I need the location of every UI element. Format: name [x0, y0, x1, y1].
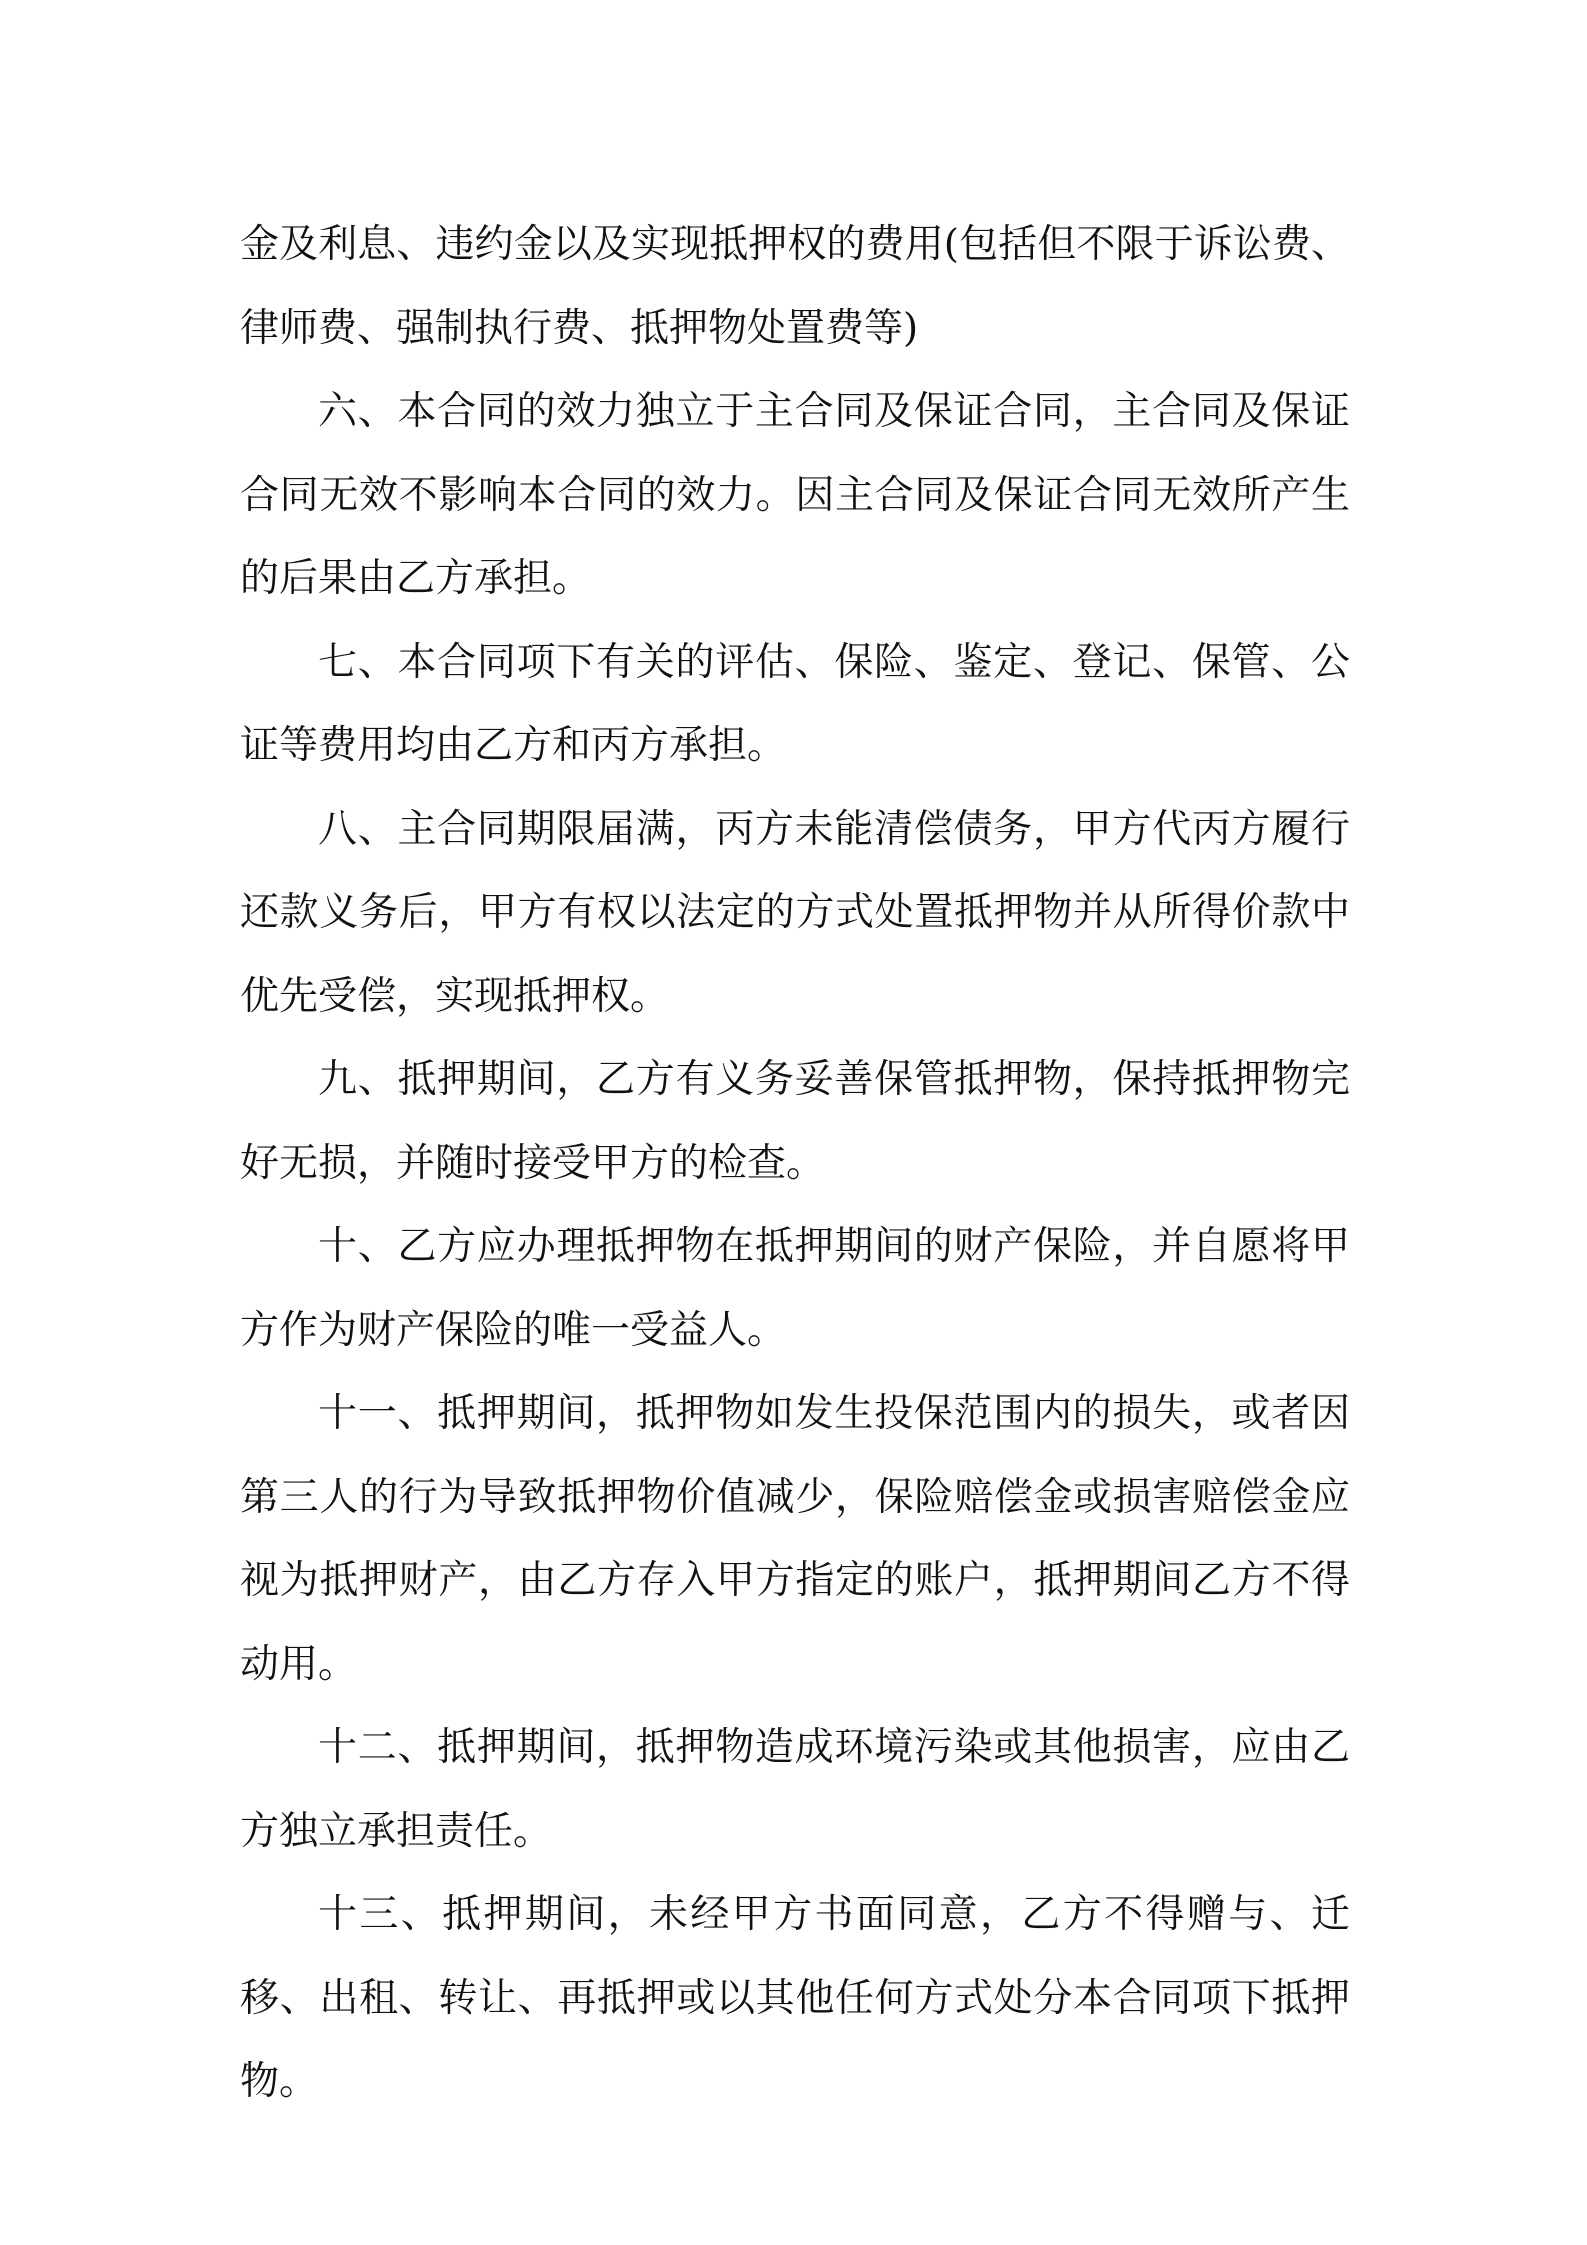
document-body	[240, 203, 1350, 2124]
paragraph-clause-9: 九、抵押期间，乙方有义务妥善保管抵押物，保持抵押物完好无损，并随时接受甲方的检查。	[240, 1057, 1350, 1186]
paragraph-clause-8: 八、主合同期限届满，丙方未能清偿债务，甲方代丙方履行还款义务后，甲方有权以法定的方式处置抵押物并从所得价款中优先受偿，实现抵押权。	[240, 806, 1350, 1019]
paragraph-clause-6: 六、本合同的效力独立于主合同及保证合同，主合同及保证合同无效不影响本合同的效力。因主合同及保证合同无效所产生的后果由乙方承担。	[240, 389, 1350, 601]
paragraph-continuation: 金及利息、违约金以及实现抵押权的费用(包括但不限于诉讼费、律师费、强制执行费、抵押物处置费等)	[240, 222, 1350, 351]
paragraph-clause-12: 十二、抵押期间，抵押物造成环境污染或其他损害，应由乙方独立承担责任。	[240, 1725, 1350, 1854]
paragraph-clause-13: 十三、抵押期间，未经甲方书面同意，乙方不得赠与、迁移、出租、转让、再抵押或以其他任何方式处分本合同项下抵押物。	[240, 1892, 1350, 2104]
paragraph-clause-7: 七、本合同项下有关的评估、保险、鉴定、登记、保管、公证等费用均由乙方和丙方承担。	[240, 639, 1350, 768]
paragraph-clause-10: 十、乙方应办理抵押物在抵押期间的财产保险，并自愿将甲方作为财产保险的唯一受益人。	[240, 1224, 1350, 1353]
paragraph-clause-11: 十一、抵押期间，抵押物如发生投保范围内的损失，或者因第三人的行为导致抵押物价值减少，保险赔偿金或损害赔偿金应视为抵押财产，由乙方存入甲方指定的账户，抵押期间乙方不得动用。	[240, 1391, 1350, 1687]
